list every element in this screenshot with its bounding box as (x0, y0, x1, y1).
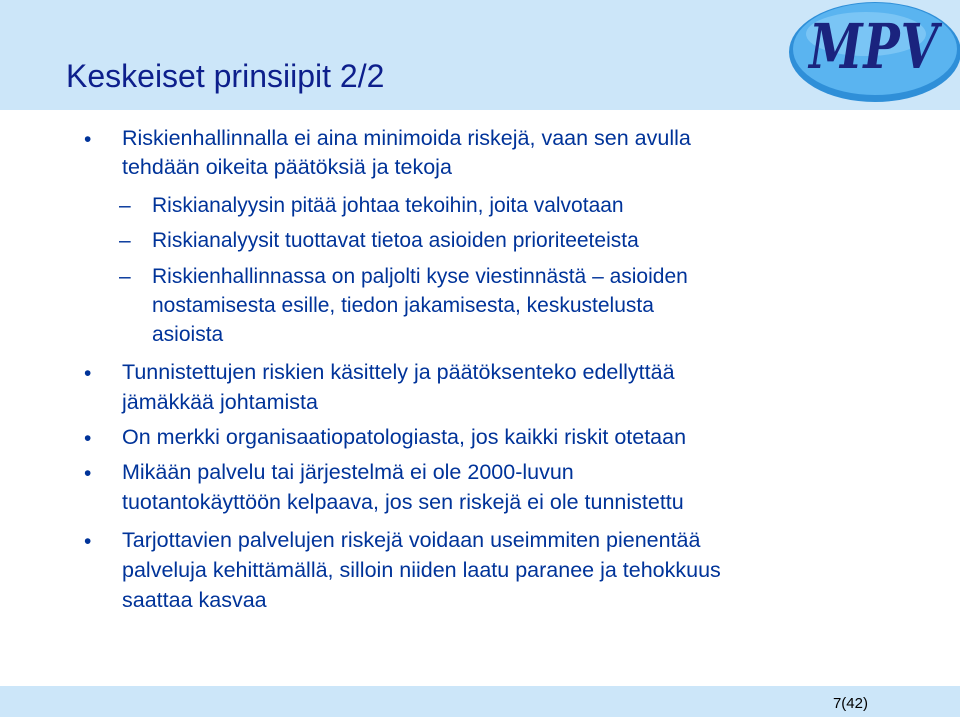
bullet-text: Riskienhallinnalla ei aina minimoida riskejä, vaan sen avulla (122, 126, 691, 150)
bullet-marker: • (84, 128, 92, 151)
sub-bullet-text: Riskienhallinnassa on paljolti kyse viestinnästä – asioiden (152, 265, 688, 288)
dash-marker: – (119, 265, 131, 288)
bullet-text: jämäkkää johtamista (122, 390, 318, 414)
bullet-text: On merkki organisaatiopatologiasta, jos kaikki riskit otetaan (122, 425, 687, 449)
dash-marker: – (119, 194, 131, 217)
bullet-text: Tunnistettujen riskien käsittely ja päätöksenteko edellyttää (122, 360, 675, 384)
sub-bullet-text: nostamisesta esille, tiedon jakamisesta, keskustelusta (152, 294, 654, 317)
footer-band (0, 686, 960, 717)
bullet-marker: • (84, 362, 92, 385)
bullet-text: Mikään palvelu tai järjestelmä ei ole 2000-luvun (122, 460, 574, 484)
sub-bullet-text: Riskianalyysin pitää johtaa tekoihin, joita valvotaan (152, 194, 624, 217)
sub-bullet-text: asioista (152, 323, 224, 346)
page-number: 7(42) (832, 695, 868, 712)
mpv-logo (786, 0, 960, 104)
bullet-marker: • (84, 427, 92, 450)
bullet-text: tuotantokäyttöön kelpaava, jos sen riskejä ei ole tunnistettu (122, 490, 684, 514)
bullet-text: Tarjottavien palvelujen riskejä voidaan useimmiten pienentää (122, 528, 701, 552)
sub-bullet-text: Riskianalyysit tuottavat tietoa asioiden prioriteeteista (152, 229, 639, 252)
slide-title: Keskeiset prinsiipit 2/2 (66, 58, 385, 94)
bullet-marker: • (84, 462, 92, 485)
logo-text: MPV (809, 10, 939, 83)
bullet-text: saattaa kasvaa (122, 588, 267, 612)
bullet-text: palveluja kehittämällä, silloin niiden laatu paranee ja tehokkuus (122, 558, 721, 582)
bullet-marker: • (84, 530, 92, 553)
bullet-text: tehdään oikeita päätöksiä ja tekoja (122, 155, 452, 179)
dash-marker: – (119, 229, 131, 252)
